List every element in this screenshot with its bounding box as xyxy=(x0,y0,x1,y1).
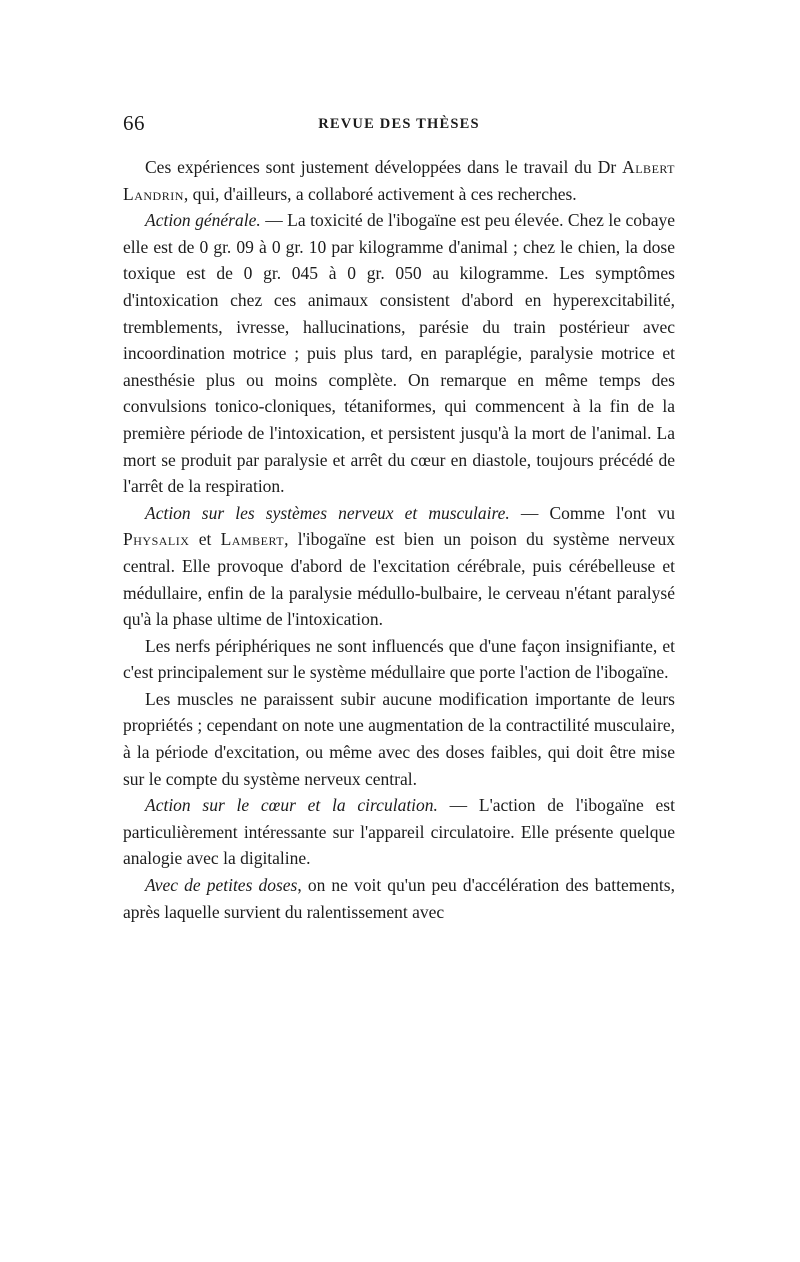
page-number: 66 xyxy=(123,111,145,135)
text-run: Les nerfs périphériques ne sont influencés que d'une façon insignifiante, et c'est principalement sur le système médullaire que porte l'action de l'ibogaïne. xyxy=(123,635,675,683)
section-heading: Action sur les systèmes nerveux et musculaire. xyxy=(145,502,510,523)
text-run: Ces expériences sont justement développées dans le travail du xyxy=(145,157,598,177)
text-run: — La toxicité de l'ibogaïne est peu élevée. Chez le cobaye elle est de 0 gr. 09 à 0 gr. 10 par kilogramme d'animal ; chez le chien, la dose toxique est de 0 gr. 045 à 0 gr. 050 au kilogramme. Les symptômes d'intoxication chez ces animaux consistent d'abord en hyperexcitabilité, tremblements, ivresse, hallucinations, parésie du train postérieur avec incoordination motrice ; puis plus tard, en paraplégie, paralysie motrice et anesthésie plus ou moins complète. On remarque en même temps des convulsions tonico-cloniques, tétaniformes, qui commencent à la fin de la première période de l'intoxication, et persistent jusqu'à la mort de l'animal. La mort se produit par paralysie et arrêt du cœur en diastole, toujours précédé de l'arrêt de la respiration. xyxy=(123,210,675,497)
author-name: Lambert xyxy=(220,529,285,550)
paragraph xyxy=(123,686,675,792)
text-run: , on ne voit qu'un peu d'accélération des battements, après laquelle survient du ralentissement avec xyxy=(123,875,675,922)
text-run: et xyxy=(189,529,221,550)
section-heading: Avec de petites doses xyxy=(145,875,298,896)
book-page xyxy=(123,108,675,925)
paragraph xyxy=(123,500,675,633)
paragraph xyxy=(123,792,675,872)
text-run: — L'action de l'ibogaïne est particulièrement intéressante sur l'appareil circulatoire. Elle présente quelque analogie avec la digitaline. xyxy=(123,795,675,869)
paragraph xyxy=(123,633,675,686)
body-text xyxy=(123,154,675,925)
running-title: REVUE DES THÈSES xyxy=(318,116,480,132)
paragraph xyxy=(123,207,675,500)
author-name: Albert Landrin xyxy=(123,157,676,204)
running-head xyxy=(123,108,675,138)
paragraph xyxy=(123,154,675,207)
text-run: , l'ibogaïne est bien un poison du système nerveux central. Elle provoque d'abord de l'excitation cérébrale, puis cérébelleuse et médullaire, enfin de la paralysie médullo-bulbaire, le cerveau n'étant paralysé qu'à la phase ultime de l'intoxication. xyxy=(123,529,675,630)
text-run: Les muscles ne paraissent subir aucune modification importante de leurs propriétés ; cependant on note une augmentation de la contractilité musculaire, à la période d'excitation, ou même avec des doses faibles, qui doit être mise sur le compte du système nerveux central. xyxy=(123,688,675,789)
author-name: Physalix xyxy=(123,529,190,550)
text-run: Dr xyxy=(597,157,623,177)
text-run: — Comme l'ont vu xyxy=(509,502,675,523)
section-heading: Action sur le cœur et la circulation. xyxy=(145,795,438,816)
section-heading: Action générale. xyxy=(145,210,261,231)
paragraph xyxy=(123,872,675,925)
text-run: , qui, d'ailleurs, a collaboré activement à ces recherches. xyxy=(183,183,577,204)
